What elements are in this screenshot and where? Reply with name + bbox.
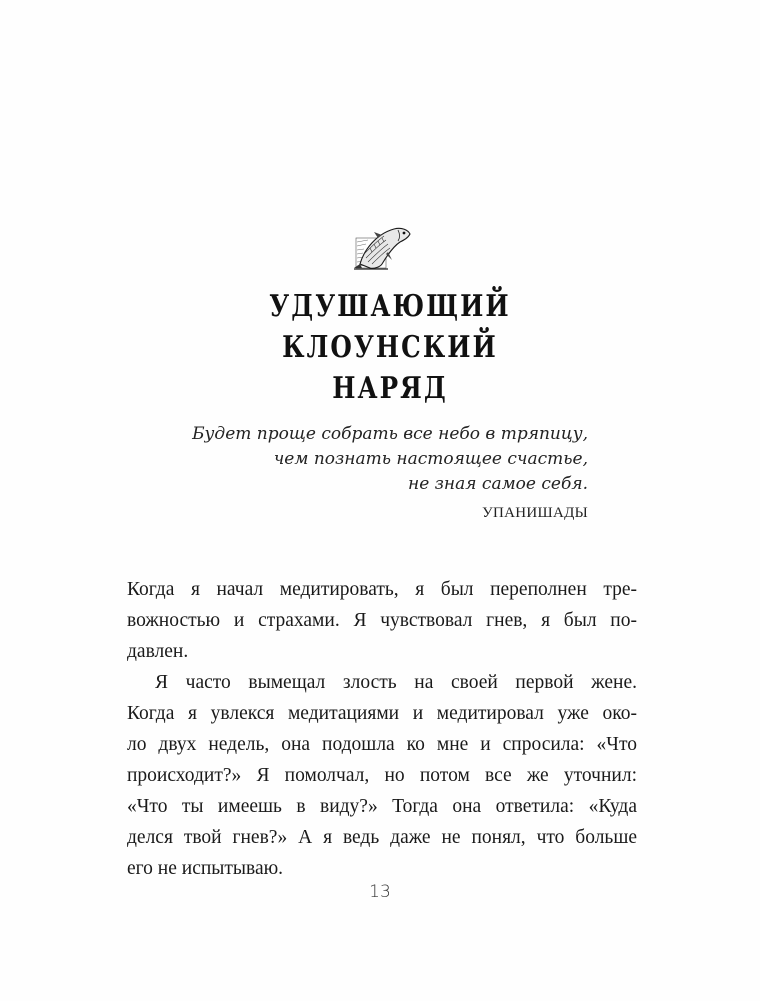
page-number: 13 bbox=[369, 882, 391, 902]
fish-emblem-icon bbox=[348, 224, 412, 270]
text-line: делся твой гнев?» А я ведь даже не понял, что больше bbox=[127, 827, 637, 848]
epigraph-source: УПАНИШАДЫ bbox=[482, 505, 588, 521]
paragraph-1 bbox=[127, 574, 637, 667]
chapter-title-line-2: НАРЯД bbox=[332, 371, 448, 406]
text-line: «Что ты имеешь в виду?» Тогда она ответила: «Куда bbox=[127, 796, 637, 817]
epigraph-line: не зная самое себя. bbox=[408, 474, 588, 494]
chapter-title-line-1: УДУШАЮЩИЙ КЛОУНСКИЙ bbox=[269, 289, 511, 365]
epigraph-line: чем познать настоящее счастье, bbox=[273, 449, 588, 469]
text-line: вожностью и страхами. Я чувствовал гнев, я был по- bbox=[127, 610, 637, 631]
text-line: его не испытываю. bbox=[127, 858, 284, 879]
text-line: происходит?» Я помолчал, но потом все же уточнил: bbox=[127, 765, 637, 786]
paragraph-2 bbox=[127, 667, 637, 884]
chapter-title bbox=[193, 286, 587, 409]
epigraph-line: Будет проще собрать все небо в тряпицу, bbox=[192, 424, 588, 444]
text-line: Когда я начал медитировать, я был переполнен тре- bbox=[127, 579, 637, 600]
text-line: давлен. bbox=[127, 641, 189, 662]
text-line: ло двух недель, она подошла ко мне и спросила: «Что bbox=[127, 734, 637, 755]
text-line: Когда я увлекся медитациями и медитировал уже око- bbox=[127, 703, 637, 724]
text-line: Я часто вымещал злость на своей первой жене. bbox=[155, 672, 637, 693]
body-text bbox=[127, 574, 637, 884]
epigraph bbox=[192, 422, 588, 497]
